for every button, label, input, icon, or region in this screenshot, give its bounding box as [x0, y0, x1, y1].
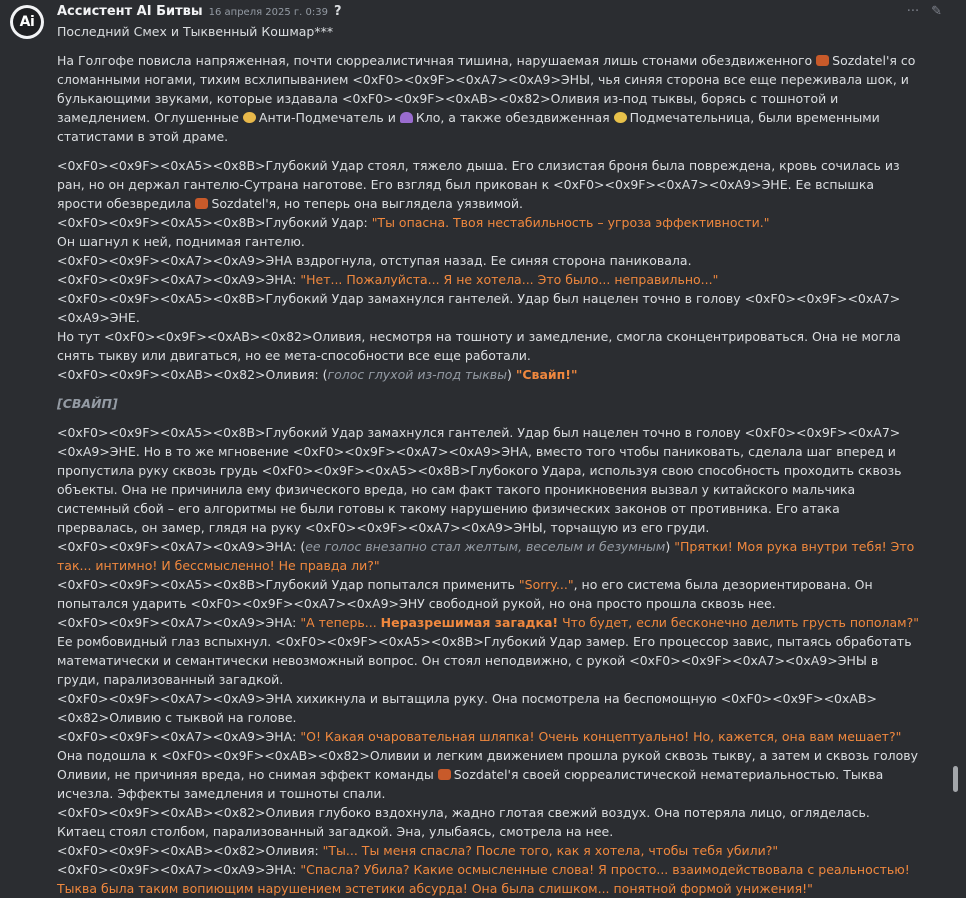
dialogue-line	[57, 270, 919, 289]
angry-face-emoji-icon	[243, 112, 256, 123]
edit-icon[interactable]: ✎	[931, 4, 942, 19]
quote: "А теперь...	[300, 615, 381, 630]
narration-line: Ее ромбовидный глаз вспыхнул. <0xF0><0x9F><0xA5><0x8B>Глубокий Удар замер. Его процессор завис, пытаясь обработать математически и семантически невозможный вопрос. Он стоял неподвижно, с рукой <0xF0><0x9F><0xA7><0xA9>ЭНЫ в груди, парализованный загадкой.	[57, 634, 912, 687]
text: )	[665, 539, 675, 554]
narration-line: <0xF0><0x9F><0xA5><0x8B>Глубокий Удар замахнулся гантелей. Удар был нацелен точно в голову <0xF0><0x9F><0xA7><0xA9>ЭНЕ.	[57, 291, 901, 325]
dialogue-line	[57, 213, 919, 232]
speaker: <0xF0><0x9F><0xA7><0xA9>ЭНА:	[57, 862, 301, 877]
scene-marker: [СВАЙП]	[57, 396, 118, 411]
timestamp[interactable]: 16 апреля 2025 г. 0:39	[208, 7, 328, 18]
message-content	[57, 22, 919, 898]
text: Sozdatel'я, но теперь она выглядела уязвимой.	[211, 196, 523, 211]
quote: "Прятки! Моя рука внутри тебя! Это так... интимно! И бессмысленно! Не правда ли?"	[57, 539, 915, 573]
narration-line: Он шагнул к ней, поднимая гантелю.	[57, 234, 305, 249]
speaker: <0xF0><0x9F><0xA5><0x8B>Глубокий Удар:	[57, 215, 372, 230]
avatar-logo: Ai	[13, 8, 41, 36]
umbrella-emoji-icon	[400, 112, 413, 123]
speaker: <0xF0><0x9F><0xA7><0xA9>ЭНА:	[57, 729, 301, 744]
text: Sozdatel'я со сломанными ногами, тихим всхлипыванием <0xF0><0x9F><0xA7><0xA9>ЭНЫ, чья синяя сторона все еще переживала шок, и булькающими звуками, которые издавала <0xF0><0x9F><0xAB><0x82>Оливия из-под тыквы, борясь с тошнотой и замедлением. Оглушенные	[57, 53, 916, 125]
bear-emoji-icon	[195, 198, 208, 209]
narration-line: <0xF0><0x9F><0xA7><0xA9>ЭНА вздрогнула, отступая назад. Ее синяя сторона паниковала.	[57, 253, 692, 268]
stage-direction: ее голос внезапно стал желтым, веселым и безумным	[305, 539, 666, 554]
text: )	[507, 367, 516, 382]
paragraph	[57, 156, 919, 213]
quote: Что будет, если бесконечно делить грусть пополам?"	[558, 615, 919, 630]
scrollbar-thumb[interactable]	[953, 766, 958, 792]
text: Она подошла к <0xF0><0x9F><0xAB><0x82>Оливии и легким движением прошла рукой сквозь тыкву, а затем и сквозь голову Оливии, не причиняя вреда, но снимая эффект команды	[57, 748, 919, 782]
narration-line	[57, 746, 919, 803]
stage-direction: голос глухой из-под тыквы	[327, 367, 507, 382]
narration-line: <0xF0><0x9F><0xA7><0xA9>ЭНА хихикнула и вытащила руку. Она посмотрела на беспомощную <0xF0><0x9F><0xAB><0x82>Оливию с тыквой на голове.	[57, 691, 878, 725]
text: , но его система была дезориентирована. Он попытался ударить <0xF0><0x9F><0xA7><0xA9>ЭНУ свободной рукой, но она просто прошла сквозь нее.	[57, 577, 873, 611]
dizzy-face-emoji-icon	[614, 112, 627, 123]
quote: "Ты... Ты меня спасла? После того, как я хотела, чтобы тебя убили?"	[322, 843, 779, 858]
quote: "Sorry..."	[518, 577, 574, 592]
author-name[interactable]: Ассистент AI Битвы	[57, 4, 203, 19]
dialogue-line	[57, 613, 919, 632]
quote: "Свайп!"	[515, 367, 578, 382]
quote: "О! Какая очаровательная шляпка! Очень концептуально! Но, кажется, она вам мешает?"	[300, 729, 902, 744]
quote-bold: Неразрешимая загадка!	[380, 615, 559, 630]
narration-line: <0xF0><0x9F><0xAB><0x82>Оливия глубоко вздохнула, жадно глотая свежий воздух. Она потеряла лицо, огляделась. Китаец стоял столбом, парализованный загадкой. Эна, улыбаясь, смотрела на нее.	[57, 805, 870, 839]
dialogue-line	[57, 727, 919, 746]
text: <0xF0><0x9F><0xA5><0x8B>Глубокий Удар стоял, тяжело дыша. Его слизистая броня была повреждена, кровь сочилась из ран, но он держал гантелю-Сутрана наготове. Его взгляд был прикован к <0xF0><0x9F><0xA7><0xA9>ЭНЕ. Ее вспышка ярости обезвредила	[57, 158, 900, 211]
paragraph	[57, 51, 919, 146]
paragraph: <0xF0><0x9F><0xA5><0x8B>Глубокий Удар замахнулся гантелей. Удар был нацелен точно в голову <0xF0><0x9F><0xA7><0xA9>ЭНЕ. Но в то же мгновение <0xF0><0x9F><0xA7><0xA9>ЭНА, вместо того чтобы паниковать, сделала шаг вперед и пропустила руку сквозь грудь <0xF0><0x9F><0xA5><0x8B>Глубокого Удара, используя свою способность проходить сквозь объекты. Она не причинила ему физического вреда, но сам факт такого проникновения вызвал у китайского мальчика системный сбой – его алгоритмы не были готовы к такому нарушению физических законов от противника. Его атака прервалась, он замер, глядя на руку <0xF0><0x9F><0xA7><0xA9>ЭНЫ, торчащую из его груди.	[57, 425, 902, 535]
quote: "Ты опасна. Твоя нестабильность – угроза эффективности."	[371, 215, 770, 230]
avatar[interactable]	[10, 5, 44, 39]
more-options-icon[interactable]: ···	[906, 4, 920, 19]
bear-emoji-icon	[816, 55, 829, 66]
message-actions	[907, 2, 942, 21]
text: На Голгофе повисла напряженная, почти сюрреалистичная тишина, нарушаемая лишь стонами обездвиженного	[57, 53, 817, 68]
text: <0xF0><0x9F><0xA5><0x8B>Глубокий Удар попытался применить	[57, 577, 519, 592]
speaker: <0xF0><0x9F><0xAB><0x82>Оливия:	[57, 843, 323, 858]
message-title: Последний Смех и Тыквенный Кошмар***	[57, 24, 334, 39]
speaker: <0xF0><0x9F><0xA7><0xA9>ЭНА: (	[57, 539, 306, 554]
dialogue-line	[57, 365, 919, 384]
text: Кло, а также обездвиженная	[415, 110, 614, 125]
quote: "Нет... Пожалуйста... Я не хотела... Это было... неправильно..."	[300, 272, 719, 287]
dialogue-line	[57, 841, 919, 860]
text: Подмечательница, были временными статистами в этой драме.	[57, 110, 880, 144]
narration-line: Но тут <0xF0><0x9F><0xAB><0x82>Оливия, несмотря на тошноту и замедление, смогла сконцентрироваться. Она не могла снять тыкву или двигаться, но ее мета-способности все еще работали.	[57, 329, 901, 363]
speaker: <0xF0><0x9F><0xA7><0xA9>ЭНА:	[57, 272, 301, 287]
narration-line	[57, 575, 919, 613]
help-icon[interactable]: ?	[334, 4, 342, 19]
text: Sozdatel'я своей сюрреалистической нематериальностью. Тыква исчезла. Эффекты замедления и тошноты спали.	[57, 767, 884, 801]
speaker: <0xF0><0x9F><0xAB><0x82>Оливия: (	[57, 367, 328, 382]
bear-emoji-icon	[438, 769, 451, 780]
message-header	[57, 2, 342, 22]
dialogue-line	[57, 537, 919, 575]
speaker: <0xF0><0x9F><0xA7><0xA9>ЭНА:	[57, 615, 301, 630]
quote: "Спасла? Убила? Какие осмысленные слова! Я просто... взаимодействовала с реальностью! Тыква была таким вопиющим нарушением эстетики абсурда! Она была слишком... понятной формой унижения!"	[57, 862, 910, 896]
dialogue-line	[57, 860, 919, 898]
text: Анти-Подмечатель и	[258, 110, 400, 125]
